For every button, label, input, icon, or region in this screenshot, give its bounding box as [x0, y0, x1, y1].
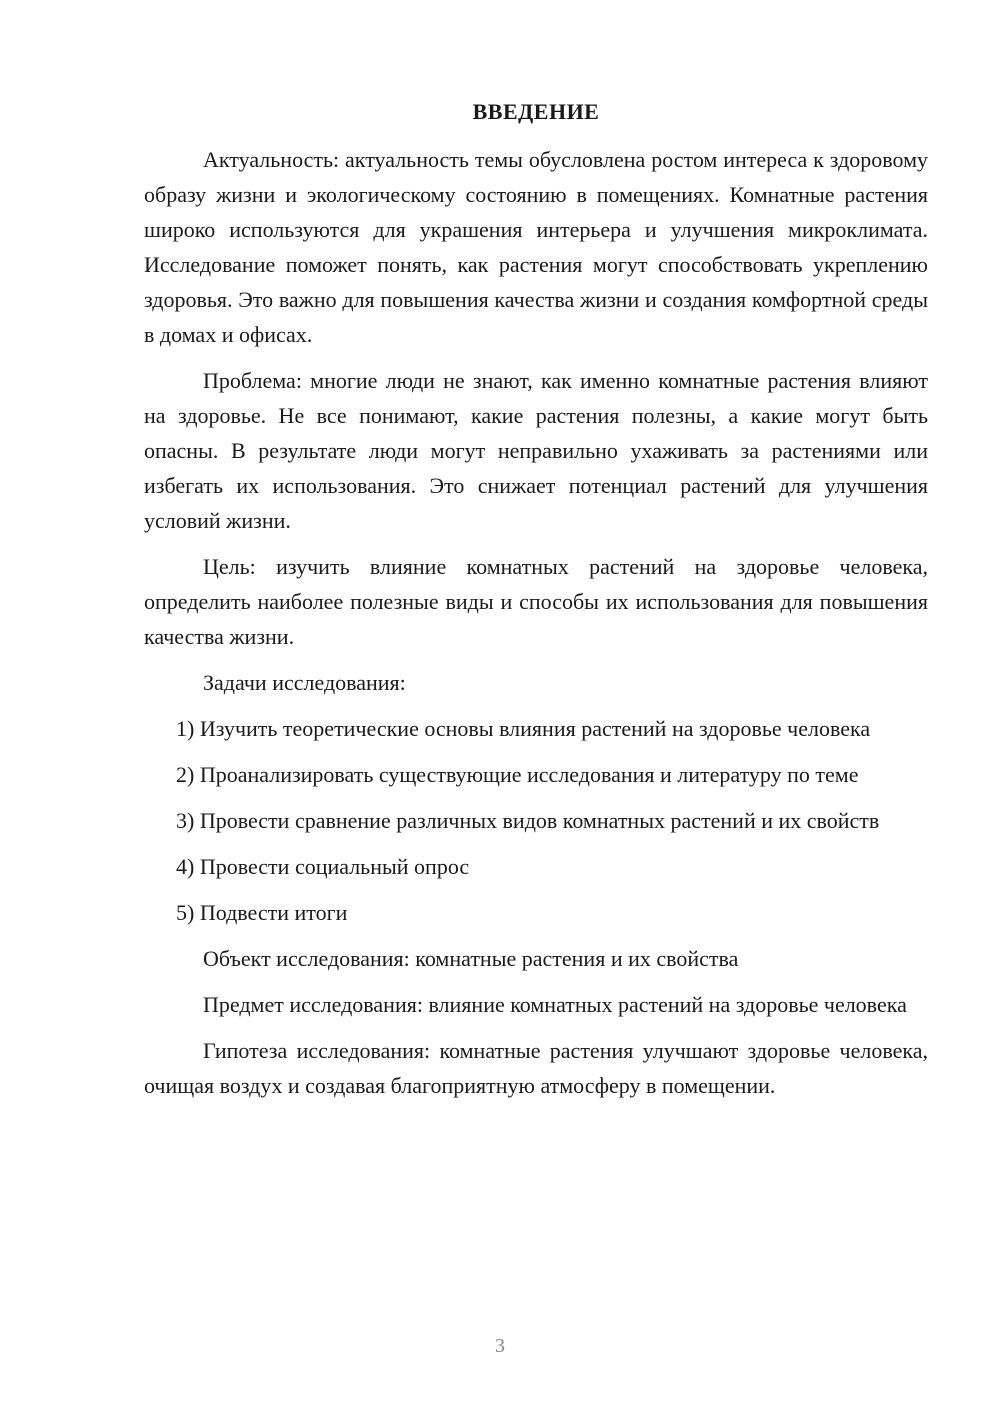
task-item: 5) Подвести итоги: [176, 900, 348, 925]
hypothesis-paragraph: Гипотеза исследования: комнатные растения улучшают здоровье человека, очищая воздух и создавая благоприятную атмосферу в помещении.: [144, 1038, 928, 1098]
relevance-paragraph: Актуальность: актуальность темы обусловлена ростом интереса к здоровому образу жизни и экологическому состоянию в помещениях. Комнатные растения широко используются для украшения интерьера и улучшения микроклимата. Исследование поможет понять, как растения могут способствовать укреплению здоровья. Это важно для повышения качества жизни и создания комфортной среды в домах и офисах.: [144, 147, 928, 347]
page-content: [144, 94, 928, 1103]
task-item: 1) Изучить теоретические основы влияния растений на здоровье человека: [176, 716, 871, 741]
task-item: 4) Провести социальный опрос: [176, 854, 470, 879]
page-number: 3: [495, 1335, 505, 1357]
goal-paragraph: Цель: изучить влияние комнатных растений на здоровье человека, определить наиболее полезные виды и способы их использования для повышения качества жизни.: [144, 554, 928, 649]
tasks-heading: Задачи исследования:: [203, 670, 406, 695]
subject-paragraph: Предмет исследования: влияние комнатных растений на здоровье человека: [203, 992, 907, 1017]
task-item: 3) Провести сравнение различных видов комнатных растений и их свойств: [176, 808, 880, 833]
task-item: 2) Проанализировать существующие исследования и литературу по теме: [176, 762, 859, 787]
object-paragraph: Объект исследования: комнатные растения и их свойства: [203, 946, 739, 971]
page-title: ВВЕДЕНИЕ: [472, 99, 600, 124]
problem-paragraph: Проблема: многие люди не знают, как именно комнатные растения влияют на здоровье. Не все понимают, какие растения полезны, а какие могут быть опасны. В результате люди могут неправильно ухаживать за растениями или избегать их использования. Это снижает потенциал растений для улучшения условий жизни.: [144, 368, 928, 533]
